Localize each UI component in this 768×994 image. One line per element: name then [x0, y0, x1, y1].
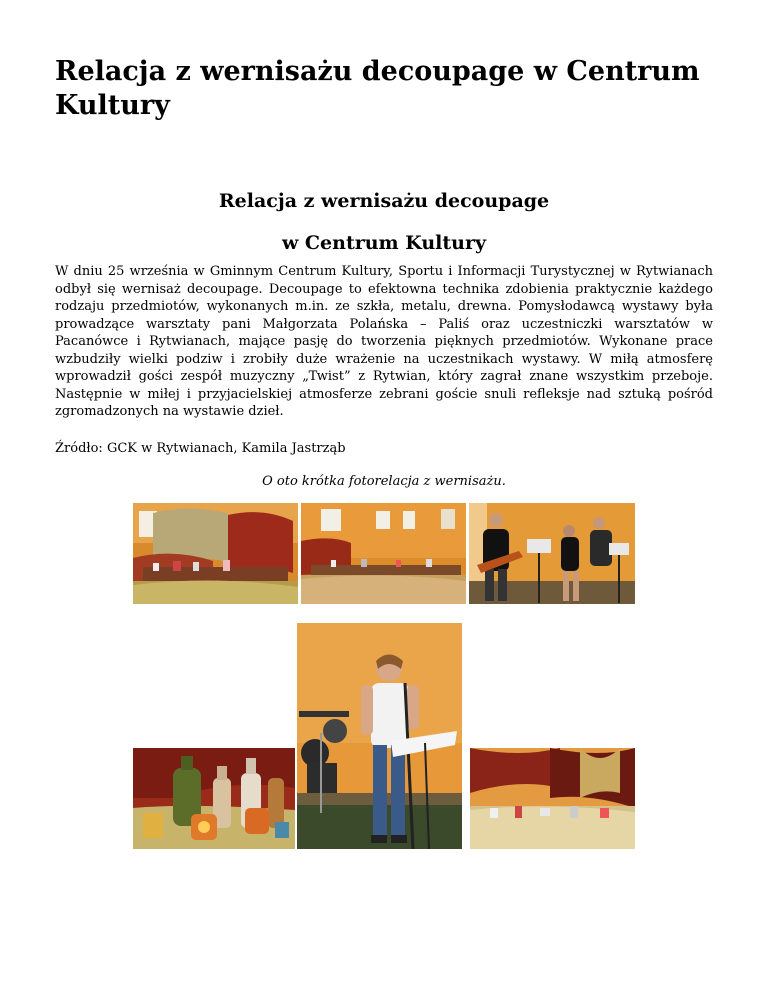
photo-singer	[297, 623, 462, 849]
article-source: Źródło: GCK w Rytwianach, Kamila Jastrząb	[55, 441, 346, 456]
article-heading-line-1: Relacja z wernisażu decoupage	[218, 190, 550, 212]
photo-exhibition-table	[301, 503, 466, 604]
photo-band-twist	[469, 503, 635, 604]
photo-decoupage-bottles	[133, 748, 295, 849]
page-title: Relacja z wernisażu decoupage w Centrum Kultury	[55, 56, 700, 121]
photo-exhibition-drapes	[133, 503, 298, 604]
gallery-caption: O oto krótka fotorelacja z wernisażu.	[262, 474, 506, 489]
article-heading-line-2: w Centrum Kultury	[281, 232, 487, 254]
article-body: W dniu 25 września w Gminnym Centrum Kultury, Sportu i Informacji Turystycznej w Rytwianach odbył się wernisaż decoupage. Decoupage to efektowna technika zdobienia praktycznie każdego rodzaju przedmiotów, wykonanych m.in. ze szkła, metalu, drewna. Pomysłodawcą wystawy była prowadzące warsztaty pani Małgorzata Polańska – Paliś oraz uczestniczki warsztatów w Pacanówce i Rytwianach, mające pasję do tworzenia pięknych przedmiotów. Wykonane prace wzbudziły wielki podziw i zrobiły duże wrażenie na uczestnikach wystawy. W miłą atmosferę wprowadził gości zespół muzyczny „Twist” z Rytwian, który zagrał znane wszystkim przeboje. Następnie w miłej i przyjacielskiej atmosferze zebrani goście snuli refleksje nad sztuką pośród zgromadzonych na wystawie dzieł.	[55, 264, 713, 419]
photo-decorated-table	[470, 748, 635, 849]
